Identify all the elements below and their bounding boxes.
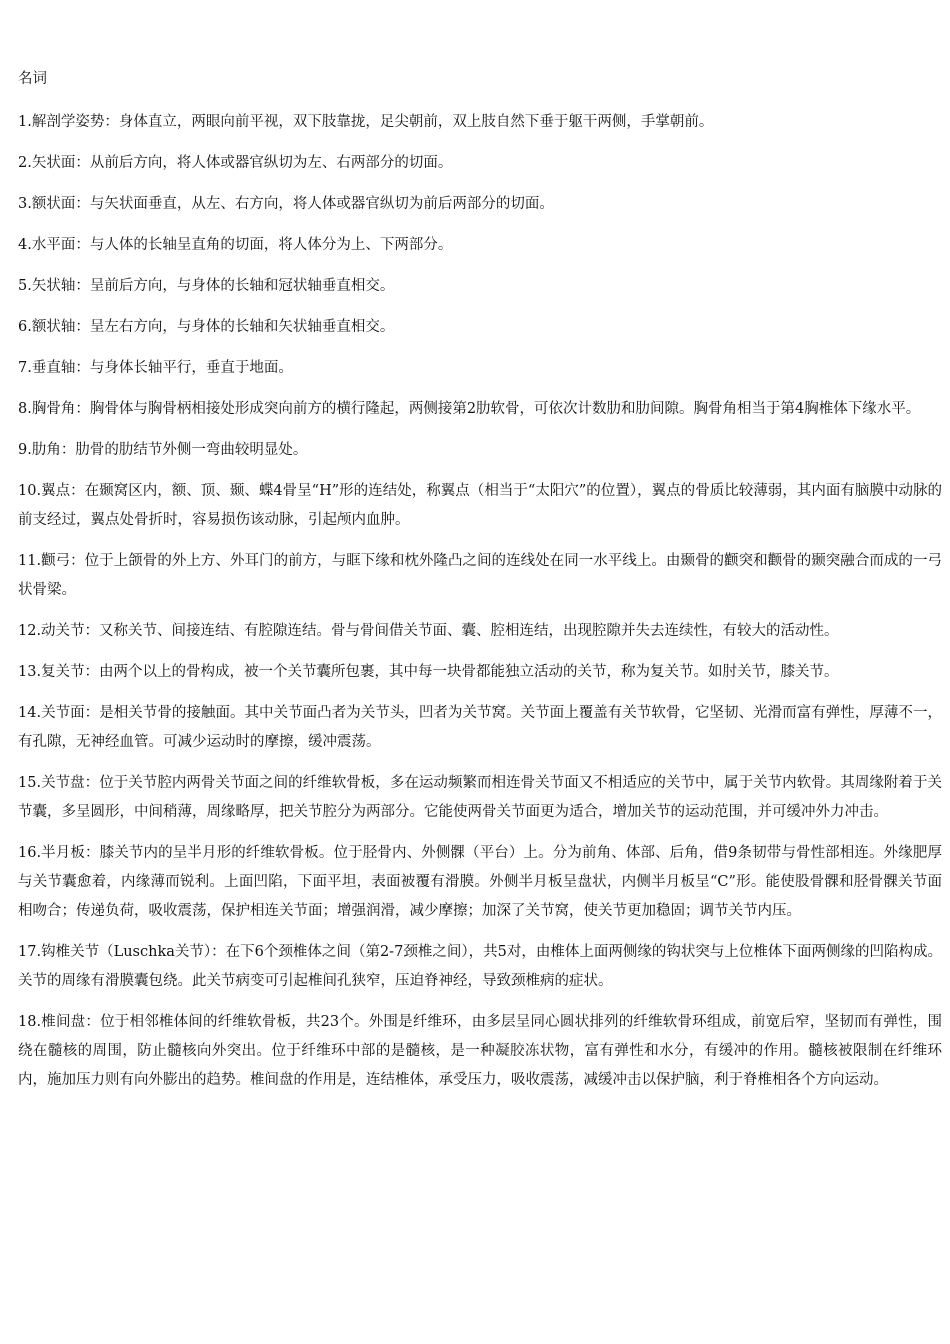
- entry-17-uncovertebral-joint: 17.钩椎关节（Luschka关节）：在下6个颈椎体之间（第2-7颈椎之间），共5对，由椎体上面两侧缘的钩状突与上位椎体下面两侧缘的凹陷构成。关节的周缘有滑膜囊包绕。此关节病变可引起椎间孔狭窄，压迫脊神经，导致颈椎病的症状。: [18, 944, 942, 989]
- entry-2-sagittal-plane: 2.矢状面：从前后方向，将人体或器官纵切为左、右两部分的切面。: [18, 155, 453, 171]
- entry-5-sagittal-axis: 5.矢状轴：呈前后方向，与身体的长轴和冠状轴垂直相交。: [18, 278, 395, 294]
- entry-13-compound-joint: 13.复关节：由两个以上的骨构成，被一个关节囊所包裹，其中每一块骨都能独立活动的关节，称为复关节。如肘关节，膝关节。: [18, 664, 839, 680]
- entry-12-synovial-joint: 12.动关节：又称关节、间接连结、有腔隙连结。骨与骨间借关节面、囊、腔相连结，出现腔隙并失去连续性，有较大的活动性。: [18, 623, 839, 639]
- entry-list: [18, 108, 942, 1095]
- section-heading: 名词: [18, 71, 47, 87]
- entry-7-vertical-axis: 7.垂直轴：与身体长轴平行，垂直于地面。: [18, 360, 293, 376]
- entry-15-articular-disc: 15.关节盘：位于关节腔内两骨关节面之间的纤维软骨板，多在运动频繁而相连骨关节面又不相适应的关节中，属于关节内软骨。其周缘附着于关节囊，多呈圆形，中间稍薄，周缘略厚，把关节腔分为两部分。它能使两骨关节面更为适合，增加关节的运动范围，并可缓冲外力冲击。: [18, 775, 942, 820]
- entry-10-pterion: 10.翼点：在颞窝区内，额、顶、颞、蝶4骨呈“H”形的连结处，称翼点（相当于“太阳穴”的位置），翼点的骨质比较薄弱，其内面有脑膜中动脉的前支经过，翼点处骨折时，容易损伤该动脉，引起颅内血肿。: [18, 483, 942, 528]
- entry-6-frontal-axis: 6.额状轴：呈左右方向，与身体的长轴和矢状轴垂直相交。: [18, 319, 395, 335]
- entry-18-intervertebral-disc: 18.椎间盘：位于相邻椎体间的纤维软骨板，共23个。外围是纤维环，由多层呈同心圆状排列的纤维软骨环组成，前宽后窄，坚韧而有弹性，围绕在髓核的周围，防止髓核向外突出。位于纤维环中部的是髓核，是一种凝胶冻状物，富有弹性和水分，有缓冲的作用。髓核被限制在纤维环内，施加压力则有向外膨出的趋势。椎间盘的作用是，连结椎体，承受压力，吸收震荡，减缓冲击以保护脑，利于脊椎相各个方向运动。: [18, 1014, 942, 1088]
- document-page: [18, 66, 942, 1107]
- entry-11-zygomatic-arch: 11.颧弓：位于上颌骨的外上方、外耳门的前方，与眶下缘和枕外隆凸之间的连线处在同一水平线上。由颞骨的颧突和颧骨的颞突融合而成的一弓状骨梁。: [18, 553, 942, 598]
- entry-14-articular-surface: 14.关节面：是相关节骨的接触面。其中关节面凸者为关节头，凹者为关节窝。关节面上覆盖有关节软骨，它坚韧、光滑而富有弹性，厚薄不一，有孔隙，无神经血管。可减少运动时的摩擦，缓冲震荡。: [18, 705, 942, 750]
- entry-4-horizontal-plane: 4.水平面：与人体的长轴呈直角的切面，将人体分为上、下两部分。: [18, 237, 453, 253]
- entry-3-frontal-plane: 3.额状面：与矢状面垂直，从左、右方向，将人体或器官纵切为前后两部分的切面。: [18, 196, 554, 212]
- entry-9-costal-angle: 9.肋角：肋骨的肋结节外侧一弯曲较明显处。: [18, 442, 308, 458]
- entry-8-sternal-angle: 8.胸骨角：胸骨体与胸骨柄相接处形成突向前方的横行隆起，两侧接第2肋软骨，可依次计数肋和肋间隙。胸骨角相当于第4胸椎体下缘水平。: [18, 401, 921, 417]
- entry-1-anatomical-position: 1.解剖学姿势：身体直立，两眼向前平视，双下肢靠拢，足尖朝前，双上肢自然下垂于躯干两侧，手掌朝前。: [18, 114, 714, 130]
- entry-16-meniscus: 16.半月板：膝关节内的呈半月形的纤维软骨板。位于胫骨内、外侧髁（平台）上。分为前角、体部、后角，借9条韧带与骨性部相连。外缘肥厚与关节囊愈着，内缘薄而锐利。上面凹陷，下面平坦，表面被覆有滑膜。外侧半月板呈盘状，内侧半月板呈“C”形。能使股骨髁和胫骨髁关节面相吻合；传递负荷，吸收震荡，保护相连关节面；增强润滑，减少摩擦；加深了关节窝，使关节更加稳固；调节关节内压。: [18, 845, 942, 919]
